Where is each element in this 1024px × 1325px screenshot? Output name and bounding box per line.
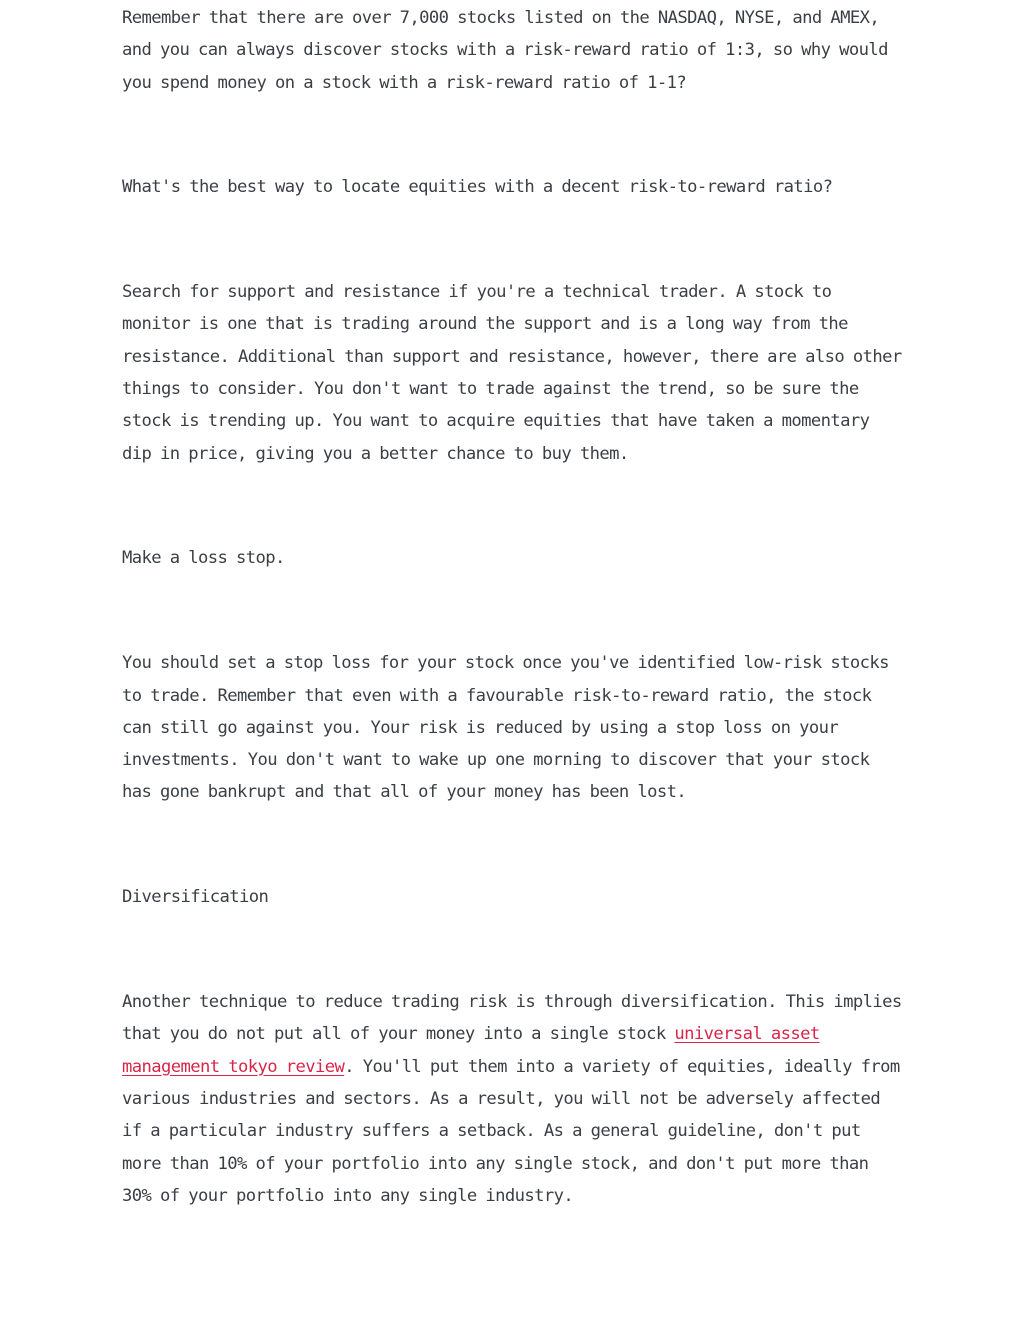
review-link[interactable]: universal asset management tokyo review — [122, 1024, 820, 1077]
paragraph-spacer — [122, 204, 902, 277]
paragraph-spacer — [122, 914, 902, 987]
paragraph-spacer — [122, 470, 902, 543]
paragraph-diversification-text-end: . You'll put them into a variety of equities, ideally from various industries and sectors. As a result, you will not be adversely affected if a particular industry suffers a setback. As a general guideline, don't put more than 10% of your portfolio into any single stock, and don't put more than 30% of your portfolio into any single industry. — [122, 1056, 900, 1206]
paragraph-spacer — [122, 809, 902, 882]
article-body — [122, 2, 902, 1212]
paragraph-stocks-listed: Remember that there are over 7,000 stocks listed on the NASDAQ, NYSE, and AMEX, and you can always discover stocks with a risk-reward ratio of 1:3, so why would you spend money on a stock with a risk-reward ratio of 1-1? — [122, 8, 888, 93]
paragraph-spacer — [122, 99, 902, 172]
paragraph-question-heading: What's the best way to locate equities with a decent risk-to-reward ratio? — [122, 177, 833, 198]
paragraph-stop-loss-heading: Make a loss stop. — [122, 548, 285, 569]
paragraph-stop-loss: You should set a stop loss for your stock once you've identified low-risk stocks to trade. Remember that even with a favourable risk-to-reward ratio, the stock can still go against you. Your risk is reduced by using a stop loss on your investments. You don't want to wake up one morning to discover that your stock has gone bankrupt and that all of your money has been lost. — [122, 653, 889, 803]
paragraph-diversification — [122, 986, 902, 1212]
paragraph-support-resistance: Search for support and resistance if you're a technical trader. A stock to monitor is one that is trading around the support and is a long way from the resistance. Additional than support and resistance, however, there are also other things to consider. You don't want to trade against the trend, so be sure the stock is trending up. You want to acquire equities that have taken a momentary dip in price, giving you a better chance to buy them. — [122, 282, 902, 464]
paragraph-diversification-heading: Diversification — [122, 887, 269, 908]
paragraph-spacer — [122, 575, 902, 648]
paragraph-diversification-text-start: Another technique to reduce trading risk is through diversification. This implies that you do not put all of your money into a single stock — [122, 992, 902, 1045]
